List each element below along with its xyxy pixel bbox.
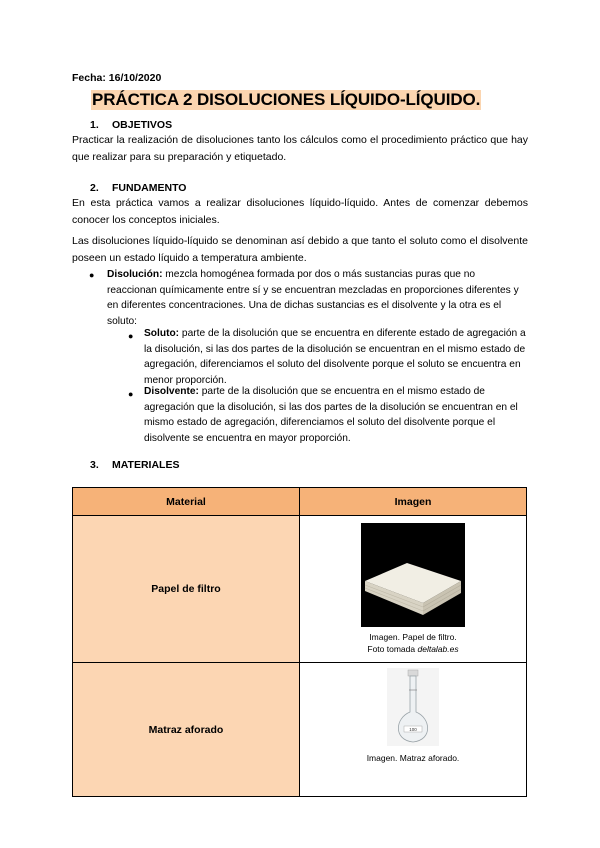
heading-number: 2.: [90, 182, 99, 194]
bullet-soluto: [144, 326, 527, 388]
material-name: Papel de filtro: [73, 516, 300, 663]
term-soluto: Soluto:: [144, 328, 180, 339]
term-disolvente: Disolvente:: [144, 386, 199, 397]
heading-number: 3.: [90, 459, 99, 471]
heading-fundamento: [90, 182, 186, 194]
image-cell: [300, 516, 527, 663]
flask-label: 100: [409, 727, 417, 732]
heading-text: MATERIALES: [112, 459, 180, 471]
caption-source: deltalab.es: [417, 644, 459, 654]
heading-text: OBJETIVOS: [112, 119, 173, 131]
header-material: Material: [73, 488, 300, 516]
volumetric-flask-image: [387, 668, 439, 746]
definition-soluto: parte de la disolución que se encuentra en diferente estado de agregación a la disolución, si las dos partes de la disolución se encuentran en el mismo estado de agregación, diferenciamos el soluto del disolvente porque el soluto se encuentra en menor proporción.: [144, 328, 526, 386]
bullet-icon: ●: [89, 270, 95, 280]
caption-line: Imagen. Matraz aforado.: [366, 753, 460, 763]
image-caption: [300, 752, 526, 764]
table-header-row: [73, 488, 527, 516]
materials-table: [72, 487, 527, 797]
caption-line: Imagen. Papel de filtro.: [369, 632, 457, 642]
objetivos-paragraph: Practicar la realización de disoluciones tanto los cálculos como el procedimiento práctico que hay que realizar para su preparación y etiquetado.: [72, 134, 528, 163]
bullet-disolvente: [144, 384, 527, 446]
bullet-icon: ●: [128, 389, 134, 399]
definition-disolvente: parte de la disolución que se encuentra en el mismo estado de agregación que la disolución, si las dos partes de la disolución se encuentran en el mismo estado de agregación, diferenciamos el soluto del disolvente porque el disolvente se encuentra en mayor proporción.: [144, 386, 518, 444]
material-name: Matraz aforado: [73, 663, 300, 797]
fundamento-paragraph-2: Las disoluciones líquido-líquido se denominan así debido a que tanto el soluto como el disolvente poseen un estado líquido a temperatura ambiente.: [72, 235, 528, 264]
date-line: Fecha: 16/10/2020: [72, 72, 162, 84]
term-disolucion: Disolución:: [107, 269, 163, 280]
table-row: [73, 663, 527, 797]
heading-materiales: [90, 459, 179, 471]
page-title: PRÁCTICA 2 DISOLUCIONES LÍQUIDO-LÍQUIDO.: [92, 90, 481, 109]
image-caption: [300, 631, 526, 655]
heading-number: 1.: [90, 119, 99, 131]
bullet-icon: ●: [128, 331, 134, 341]
bullet-disolucion: [107, 267, 527, 329]
fundamento-paragraph-1: En esta práctica vamos a realizar disoluciones líquido-líquido. Antes de comenzar debemos conocer los conceptos iniciales.: [72, 197, 528, 226]
heading-objetivos: [90, 119, 172, 131]
filter-paper-image: [361, 523, 465, 627]
header-imagen: Imagen: [300, 488, 527, 516]
caption-prefix: Foto tomada: [367, 644, 418, 654]
heading-text: FUNDAMENTO: [112, 182, 187, 194]
table-row: [73, 516, 527, 663]
image-cell: [300, 663, 527, 797]
definition-disolucion: mezcla homogénea formada por dos o más sustancias puras que no reaccionan químicamente entre sí y se encuentran mezcladas en proporciones diferentes y en diferentes concentraciones. Una de dichas sustancias es el disolvente y la otra es el soluto:: [107, 269, 519, 327]
caption-line: [300, 643, 526, 655]
